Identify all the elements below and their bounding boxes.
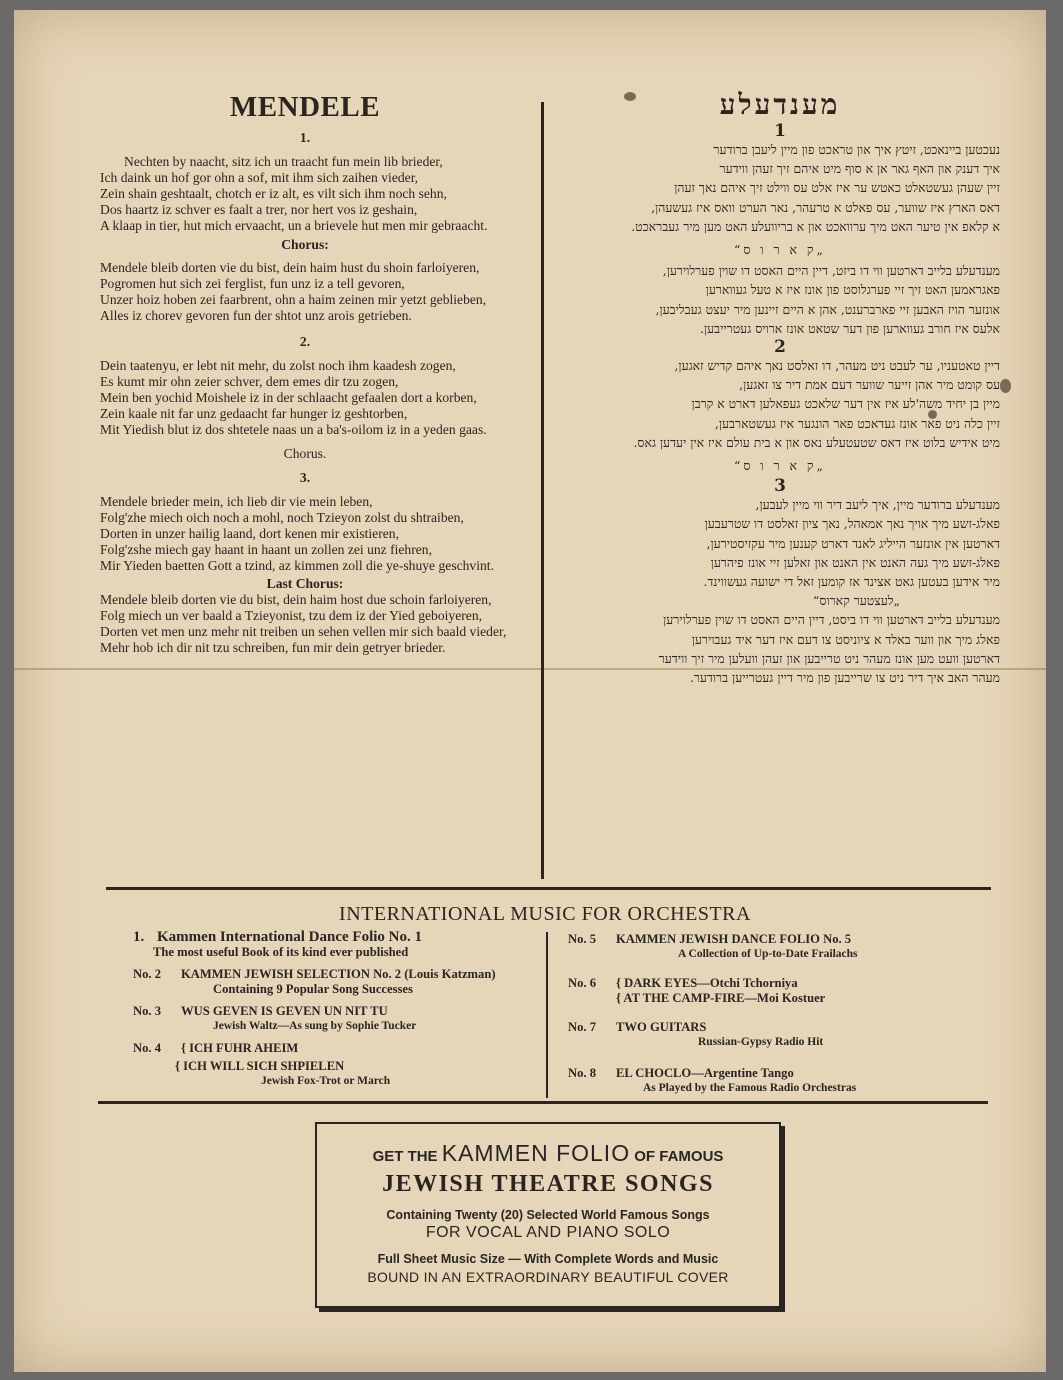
advert-line-4: FOR VOCAL AND PIANO SOLO: [425, 1224, 671, 1241]
chorus-repeat-label: „ק א ר ו ס“: [734, 458, 826, 474]
chorus-repeat-label: Chorus.: [283, 446, 327, 461]
ad-description: Russian-Gypsy Radio Hit: [698, 1036, 824, 1048]
advert-headline: JEWISH THEATRE SONGS: [382, 1171, 714, 1197]
last-chorus: [100, 592, 510, 656]
lyric-line: Mendele brieder mein, ich lieb dir vie mein leben,: [100, 494, 373, 509]
lyric-line: Dein taatenyu, er lebt nit mehr, du zolst noch ihm kaadesh zogen,: [100, 358, 456, 373]
ink-stain: [1000, 379, 1011, 393]
ad-item: [133, 1041, 538, 1089]
ad-number: 1.: [133, 929, 145, 945]
lyric-line: מענדעלע ברודער מיין, איך ליעב דיר ווי מיין לעבען,: [755, 497, 1000, 513]
chorus: [100, 260, 510, 324]
ad-item: [133, 1004, 538, 1034]
advert-text: GET THE: [372, 1148, 442, 1165]
section-rule: [106, 887, 991, 890]
lyric-line: Zein kaale nit far unz gedaacht far hunger iz geshtorben,: [100, 406, 408, 421]
lyric-line: עס קומט מיר אהן זייער שווער דעם אמת דיר צו זאגען,: [739, 377, 1000, 393]
advert-line-1: [317, 1140, 779, 1167]
lyric-line: מענדעלע בלייב דארטען ווי דו ביזט, דיין היים האסט דו שוין פערלוירען,: [662, 263, 1000, 279]
ad-title: KAMMEN JEWISH SELECTION No. 2 (Louis Katzman): [181, 967, 496, 981]
ad-description: A Collection of Up-to-Date Frailachs: [678, 948, 858, 960]
ads-right-list: [568, 932, 988, 1103]
lyric-line: מיט אידיש בלוט איז דאס שטעטעלע נאס און א בית עולם איז אין יעדען גאס.: [633, 434, 1000, 450]
lyric-line: פאלג מיך און ווער באלד א ציוניסט צו דעם איז דער איד געבוירען: [691, 631, 1000, 647]
lyric-line: מענדעלע בלייב דארטען ווי דו ביסט, דיין היים האסט דו שוין פערלוירען: [663, 612, 1000, 628]
lyric-line: Mit Yiedish blut iz dos shtetele naas un a ba's-oilom iz in a yeden gaas.: [100, 422, 487, 437]
verse-3: [100, 494, 510, 574]
lyric-line: זיין כלה ניט פאר אונז געדאכט פאר הונגער איז געשטארבען,: [714, 415, 1000, 431]
chorus: [560, 261, 1000, 338]
song-title: MENDELE: [229, 91, 381, 123]
lyric-line: זיין שעהן געשטאלט כאטש ער איז אלט עס ווילט זיך איהם נאך זעהן: [674, 180, 1000, 196]
last-chorus: [560, 610, 1000, 687]
ad-item: [568, 932, 988, 962]
verse-number: 1.: [299, 130, 311, 145]
ad-description: As Played by the Famous Radio Orchestras: [643, 1082, 857, 1094]
ad-title: EL CHOCLO—Argentine Tango: [616, 1066, 794, 1080]
folio-advert-box: [315, 1122, 781, 1308]
lyric-line: Dos haartz iz schver es faalt a trer, nor hert vos iz geshain,: [100, 202, 418, 217]
ads-column-divider: [546, 932, 548, 1098]
lyric-line: א קלאפ אין טיער האט מיך ערוואכט און א בריוועלע האט מען מיר געבראכט.: [631, 218, 1000, 234]
lyric-line: Pogromen hut sich zei ferglist, fun unz iz a tell gevoren,: [100, 276, 405, 291]
advert-line-5: Full Sheet Music Size — With Complete Words and Music: [377, 1252, 719, 1266]
yiddish-song-title: מענדעלע: [719, 88, 841, 121]
lyric-line: Folg miech un ver baald a Tzieyonist, tzu dem iz der Yied geboiyeren,: [100, 608, 483, 623]
english-lyrics-column: [100, 88, 510, 656]
lyric-line: איך דענק און האף גאר אן א סוף מיט איהם זיך זעהן ווידער: [719, 161, 1000, 177]
ad-title-2: { AT THE CAMP-FIRE—Moi Kostuer: [616, 991, 826, 1005]
lyric-line: פאלג-זשע מיך אויך נאך אמאהל, נאך ציון זאלסט דו שטרעבען: [704, 516, 1000, 532]
ad-title: { DARK EYES—Otchi Tchorniya: [616, 976, 798, 990]
ad-description: Containing 9 Popular Song Successes: [213, 982, 413, 996]
ad-number: No. 5: [568, 932, 596, 946]
lyric-line: פאגראמען האט זיך זיי פערגלוסט פון אונז איז א טעל געווארען: [705, 282, 1000, 298]
lyric-line: מיין בן יחיד משה'לע איז אין דער שלאכט געפאלען דארט א קרבן: [691, 396, 1000, 412]
ad-title: TWO GUITARS: [616, 1020, 707, 1034]
lyric-line: Zein shain geshtaalt, chotch er iz alt, es vilt sich ihm noch sehn,: [100, 186, 447, 201]
lyric-line: נעכטען ביינאכט, זיטץ איך און טראכט פון מיין ליעבן ברודער: [713, 142, 1000, 157]
lyric-line: דאס הארץ איז שווער, עס פאלט א טרעהר, נאר הערט וואס איז געשעהן,: [651, 199, 1000, 215]
ad-title: WUS GEVEN IS GEVEN UN NIT TU: [181, 1004, 388, 1018]
lyric-line: Mehr hob ich dir nit tzu schreiben, fun mir dein getryer brieder.: [100, 640, 446, 655]
lyric-line: Es kumt mir ohn zeier schver, dem emes dir tzu zogen,: [100, 374, 399, 389]
ad-description: The most useful Book of its kind ever published: [153, 945, 409, 959]
lyric-line: Dorten in unzer hailig laand, dort kenen mir existieren,: [100, 526, 399, 541]
ad-number: No. 2: [133, 967, 161, 981]
verse-1: [100, 154, 510, 234]
ad-title: KAMMEN JEWISH DANCE FOLIO No. 5: [616, 932, 852, 946]
section-rule: [98, 1101, 988, 1104]
ad-item: [568, 976, 988, 1006]
folio-name: KAMMEN FOLIO: [441, 1140, 631, 1166]
last-chorus-heading: „לעצטער קארוס“: [813, 593, 900, 609]
ad-number: No. 7: [568, 1020, 596, 1034]
lyric-line: אלעס איז חורב געווארען פון דער שטאט אונז ארויס געטרייבען.: [700, 320, 1000, 336]
ad-title: { ICH FUHR AHEIM: [181, 1041, 299, 1055]
ad-item: [568, 1020, 988, 1050]
ad-item: [133, 967, 538, 997]
lyric-line: A klaap in tier, hut mich ervaacht, un a brievele hut men mir gebraacht.: [100, 218, 488, 233]
verse-number: 2: [774, 337, 786, 358]
ad-number: No. 8: [568, 1066, 596, 1080]
lyric-line: אונזער הויז האבען זיי פארברענט, אהן א היים זיינען מיר יעצט געבליבען,: [655, 301, 1000, 317]
verse-1: [560, 140, 1000, 236]
lyric-line: Dorten vet men unz mehr nit treiben un sehen vellen mir sich baald vieder,: [100, 624, 507, 639]
verse-number: 1: [774, 121, 786, 141]
lyric-line: Folg'zhe miech oich noch a mohl, noch Tzieyon zolst du shtraiben,: [100, 510, 464, 525]
chorus-heading: „ק א ר ו ס“: [734, 242, 826, 258]
ads-header: INTERNATIONAL MUSIC FOR ORCHESTRA: [339, 903, 751, 925]
lyric-line: פאלג-זשע מיך געה האנט אין האנט און זאלען זיי אונז פיהרען: [710, 554, 1000, 570]
lyric-line: Folg'zshe miech gay haant in haant un zollen zei unz fiehren,: [100, 542, 432, 557]
ad-title: Kammen International Dance Folio No. 1: [157, 929, 422, 945]
ad-description: Jewish Waltz—As sung by Sophie Tucker: [213, 1020, 417, 1032]
verse-3: [560, 495, 1000, 591]
advert-line-3: Containing Twenty (20) Selected World Famous Songs: [386, 1208, 710, 1222]
lyric-line: Mein ben yochid Moishele iz in der schlaacht gefaalen dort a korben,: [100, 390, 477, 405]
ad-number: No. 4: [133, 1041, 161, 1055]
lyric-line: Unzer hoiz hoben zei faarbrent, ohn a haim zeinen mir yetzt geblieben,: [100, 292, 487, 307]
lyric-line: מעהר האב איך דיר ניט צו שרייבען פון מיר דיין געטרייען ברודער.: [689, 670, 1000, 686]
verse-number: 3: [774, 476, 786, 497]
lyric-line: מיר אידען בעטען גאט אצינד אז קומען זאל די ישועה געשווינד.: [703, 574, 1000, 590]
lyric-line: Ich daink un hof gor ohn a sof, mit ihm sich zaihen vieder,: [100, 170, 419, 185]
verse-number: 2.: [299, 334, 311, 349]
lyric-line: Mendele bleib dorten vie du bist, dein haim hust du shoin farloiyeren,: [100, 260, 480, 275]
ad-description: Jewish Fox-Trot or March: [261, 1075, 391, 1087]
lyric-line: דיין טאטעניו, ער לעבט ניט מעהר, דו זאלסט נאך איהם קדיש זאגען,: [674, 358, 1000, 374]
ad-title-2: { ICH WILL SICH SHPIELEN: [175, 1059, 345, 1073]
verse-2: [560, 356, 1000, 452]
ad-item: [133, 930, 538, 960]
verse-number: 3.: [299, 470, 311, 485]
column-divider: [541, 102, 544, 879]
lyric-line: Nechten by naacht, sitz ich un traacht fun mein lib brieder,: [124, 154, 443, 169]
ads-left-list: [133, 930, 538, 1096]
lyric-line: דארטען אין אונזער הייליג לאנד דארט קענען מיר עקזיסטירען,: [706, 535, 1000, 551]
last-chorus-heading: Last Chorus:: [266, 576, 344, 591]
ad-item: [568, 1066, 988, 1096]
lyric-line: Alles iz chorev gevoren fun der shtot unz arois getrieben.: [100, 308, 412, 323]
ad-number: No. 6: [568, 976, 596, 990]
lyric-line: Mir Yieden baetten Gott a tzind, az kimmen zoll die ye-shuye geschvint.: [100, 558, 494, 573]
chorus-heading: Chorus:: [281, 237, 329, 252]
ad-number: No. 3: [133, 1004, 161, 1018]
lyric-line: Mendele bleib dorten vie du bist, dein haim host due schoin farloiyeren,: [100, 592, 492, 607]
yiddish-lyrics-column: [560, 88, 1000, 687]
advert-line-6: BOUND IN AN EXTRAORDINARY BEAUTIFUL COVER: [367, 1269, 729, 1285]
lyric-line: דארטען וועט מען אונז מעהר ניט טרייבען און זעהן וועלען מיר זיך ווידער: [658, 650, 1000, 666]
advert-text: OF FAMOUS: [630, 1148, 724, 1165]
verse-2: [100, 358, 510, 438]
